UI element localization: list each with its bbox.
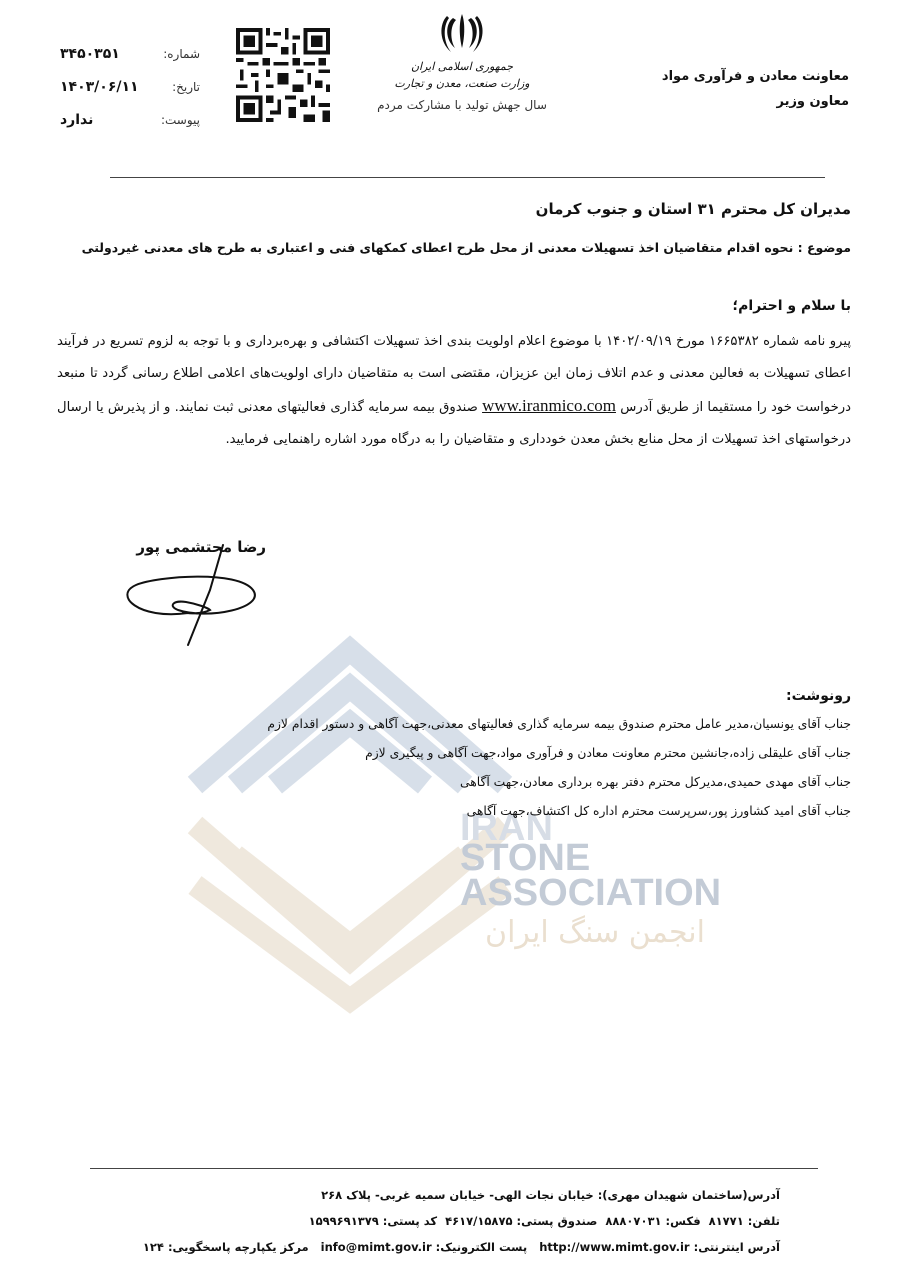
attachment-value: ندارد bbox=[60, 112, 94, 128]
footer-contacts bbox=[90, 1214, 780, 1228]
org-line1: معاونت معادن و فرآوری مواد bbox=[661, 69, 849, 84]
footer-divider bbox=[90, 1168, 818, 1169]
body-paragraph bbox=[57, 326, 851, 456]
cc-item: جناب آقای یونسیان،مدیر عامل محترم صندوق بیمه سرمایه گذاری فعالیتهای معدنی،جهت آگاهی و دستور اقدام لازم bbox=[267, 717, 851, 731]
cc-heading: رونوشت: bbox=[786, 688, 851, 704]
iranmico-link[interactable]: www.iranmico.com bbox=[482, 396, 616, 415]
date-value: ۱۴۰۳/۰۶/۱۱ bbox=[60, 79, 139, 95]
cc-item: جناب آقای مهدی حمیدی،مدیرکل محترم دفتر بهره برداری معادن،جهت آگاهی bbox=[459, 775, 851, 789]
meta-date-row bbox=[60, 71, 200, 104]
iran-emblem-icon bbox=[439, 10, 485, 54]
meta-number-row bbox=[60, 38, 200, 71]
postal-label: کد پستی: bbox=[382, 1214, 438, 1228]
watermark-line2: STONE bbox=[460, 837, 591, 879]
watermark-line1: IRAN bbox=[460, 807, 553, 849]
callcenter-label: مرکز یکپارچه پاسخگویی: bbox=[167, 1240, 309, 1254]
footer-address: آدرس(ساختمان شهیدان مهری): خیابان نجات الهی- خیابان سمیه غربی- پلاک ۲۶۸ bbox=[321, 1188, 780, 1202]
cc-list bbox=[171, 710, 851, 826]
qr-code-icon bbox=[236, 28, 330, 122]
recipient: مدیران کل محترم ۳۱ استان و جنوب کرمان bbox=[535, 200, 851, 218]
year-slogan: سال جهش تولید با مشارکت مردم bbox=[377, 98, 547, 112]
emblem-block bbox=[372, 10, 552, 140]
date-label: تاریخ: bbox=[172, 80, 200, 94]
pobox-label: صندوق پستی: bbox=[516, 1214, 598, 1228]
postal-value: ۱۵۹۹۶۹۱۳۷۹ bbox=[308, 1214, 379, 1228]
signature bbox=[118, 540, 268, 650]
watermark-line3: ASSOCIATION bbox=[460, 872, 722, 914]
watermark-line4: انجمن سنگ ایران bbox=[485, 915, 705, 950]
number-value: ۳۴۵۰۳۵۱ bbox=[60, 46, 120, 62]
fax-label: فکس: bbox=[665, 1214, 701, 1228]
subject-line: موضوع : نحوه اقدام متقاضیان اخذ تسهیلات معدنی از محل طرح اعطای کمکهای فنی و اعتباری به طرح های معدنی غیردولتی bbox=[81, 240, 851, 255]
body-part1: پیرو نامه شماره ۱۶۶۵۳۸۲ مورخ ۱۴۰۲/۰۹/۱۹ با موضوع اعلام اولویت بندی اخذ تسهیلات اکتشافی و بهره‌برداری و با توجه به لزوم تسریع در فرآیند اعطای تسهیلات به فعالین معدنی و عدم اتلاف زمان این عزیزان، مقتضی است به متقاضیان دارای اولویت‌های اعلامی اطلاع رسانی گردد تا منبعد درخواست خود را مستقیما از طریق آدرس bbox=[57, 334, 851, 415]
header-divider bbox=[110, 177, 825, 178]
handwritten-signature-icon bbox=[118, 540, 268, 650]
email-link[interactable]: info@mimt.gov.ir bbox=[320, 1240, 432, 1254]
organization-block bbox=[609, 64, 849, 114]
footer-online bbox=[70, 1240, 780, 1254]
number-label: شماره: bbox=[163, 47, 200, 61]
pobox-value: ۴۶۱۷/۱۵۸۷۵ bbox=[445, 1214, 513, 1228]
phone-label: تلفن: bbox=[747, 1214, 780, 1228]
email-label: پست الکترونیک: bbox=[435, 1240, 528, 1254]
callcenter-value[interactable]: ۱۲۴ bbox=[142, 1240, 164, 1254]
web-link[interactable]: http://www.mimt.gov.ir bbox=[539, 1240, 690, 1254]
meta-attachment-row bbox=[60, 104, 200, 137]
qr-code bbox=[236, 28, 330, 122]
body-part2: صندوق بیمه سرمایه گذاری فعالیتهای معدنی ثبت نمایند. و از پذیرش یا ارسال درخواستهای اخذ تسهیلات از محل منابع بخش معدن خودداری و متقاضیان را به درگاه مورد اشاره راهنمایی فرمایید. bbox=[57, 400, 851, 447]
letter-meta bbox=[60, 38, 200, 137]
org-line2: معاون وزیر bbox=[776, 94, 849, 109]
cc-item: جناب آقای امید کشاورز پور،سرپرست محترم اداره کل اکتشاف،جهت آگاهی bbox=[466, 804, 851, 818]
emblem-line2: وزارت صنعت، معدن و تجارت bbox=[394, 77, 530, 90]
attachment-label: پیوست: bbox=[160, 113, 200, 127]
cc-item: جناب آقای علیقلی زاده،جانشین محترم معاونت معادن و فرآوری مواد،جهت آگاهی و پیگیری لازم bbox=[365, 746, 851, 760]
greeting: با سلام و احترام؛ bbox=[732, 298, 851, 314]
fax-value: ۸۸۸۰۷۰۳۱ bbox=[605, 1214, 662, 1228]
signer-name: رضا محتشمی پور bbox=[136, 538, 266, 556]
web-label: آدرس اینترنتی: bbox=[693, 1240, 780, 1254]
phone-value[interactable]: ۸۱۷۷۱ bbox=[708, 1214, 744, 1228]
emblem-line1: جمهوری اسلامی ایران bbox=[410, 60, 514, 73]
